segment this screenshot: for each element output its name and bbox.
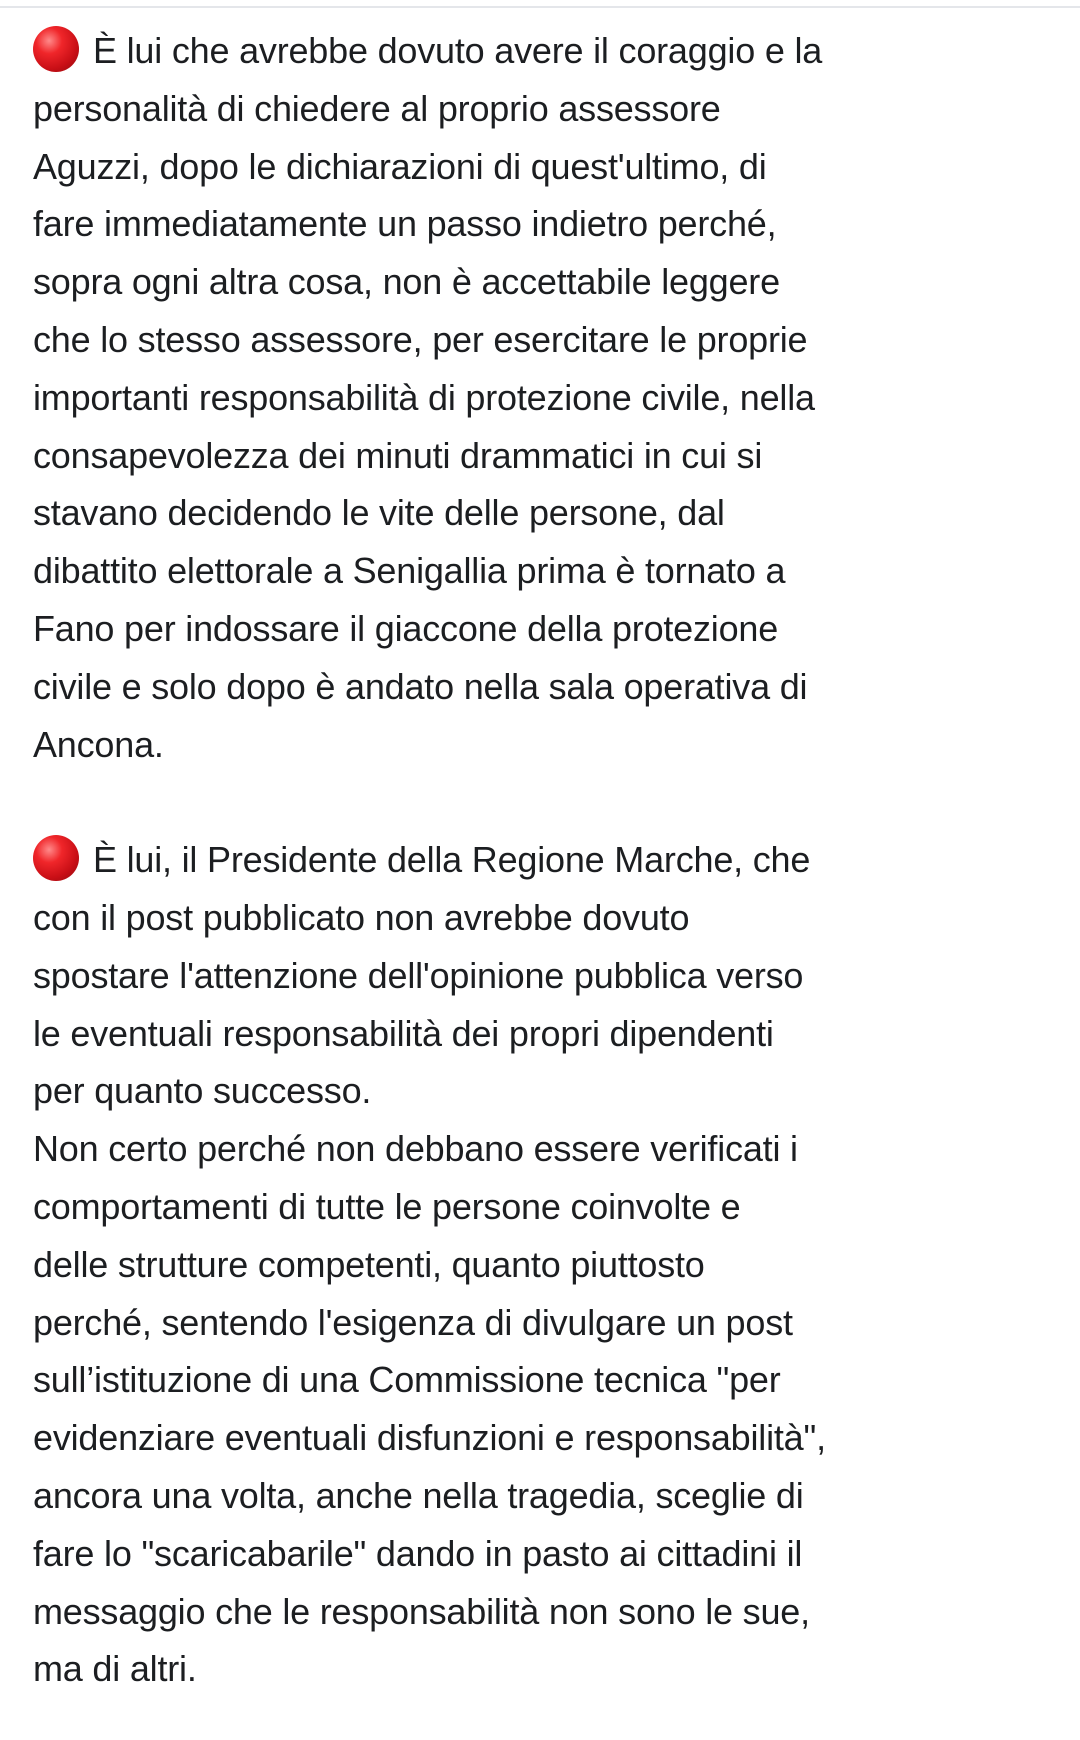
text-line: ancora una volta, anche nella tragedia, sceglie di (33, 1474, 804, 1516)
text-line: Fano per indossare il giaccone della protezione (33, 607, 779, 649)
text-line: per quanto successo. (33, 1070, 372, 1112)
text-line: È lui che avrebbe dovuto avere il coraggio e la (33, 22, 1073, 80)
text-line: sopra ogni altra cosa, non è accettabile leggere (33, 261, 780, 303)
text-line: evidenziare eventuali disfunzioni e responsabilità", (33, 1417, 826, 1459)
text-line: È lui, il Presidente della Regione Marche, che (33, 831, 1073, 889)
red-circle-icon (33, 835, 79, 881)
top-divider (0, 6, 1080, 8)
paragraph-2 (33, 831, 1073, 1698)
text-line: spostare l'attenzione dell'opinione pubblica verso (33, 954, 804, 996)
text-line: ma di altri. (33, 1648, 197, 1690)
text-line: stavano decidendo le vite delle persone, dal (33, 492, 725, 534)
text-line: comportamenti di tutte le persone coinvolte e (33, 1185, 741, 1227)
text-line: sull’istituzione di una Commissione tecnica "per (33, 1359, 781, 1401)
text-line: Aguzzi, dopo le dichiarazioni di quest'ultimo, di (33, 145, 767, 187)
text-line: con il post pubblicato non avrebbe dovuto (33, 896, 690, 938)
text-line: messaggio che le responsabilità non sono le sue, (33, 1590, 810, 1632)
paragraph-1 (33, 22, 1073, 773)
text-line: le eventuali responsabilità dei propri dipendenti (33, 1012, 774, 1054)
red-circle-icon (33, 26, 79, 72)
text-line: fare immediatamente un passo indietro perché, (33, 203, 777, 245)
text-line: personalità di chiedere al proprio assessore (33, 87, 721, 129)
text-line: importanti responsabilità di protezione civile, nella (33, 376, 815, 418)
text-line: perché, sentendo l'esigenza di divulgare un post (33, 1301, 793, 1343)
text-line: fare lo "scaricabarile" dando in pasto ai cittadini il (33, 1532, 803, 1574)
text-line: consapevolezza dei minuti drammatici in cui si (33, 434, 763, 476)
text-line: dibattito elettorale a Senigallia prima è tornato a (33, 550, 786, 592)
post-body (33, 22, 1073, 1698)
text-line: delle strutture competenti, quanto piuttosto (33, 1243, 705, 1285)
text-line: civile e solo dopo è andato nella sala operativa di (33, 665, 808, 707)
text-line: che lo stesso assessore, per esercitare le proprie (33, 318, 808, 360)
text-line: Ancona. (33, 723, 164, 765)
text-line: Non certo perché non debbano essere verificati i (33, 1128, 798, 1170)
paragraph-spacer (33, 773, 1073, 831)
